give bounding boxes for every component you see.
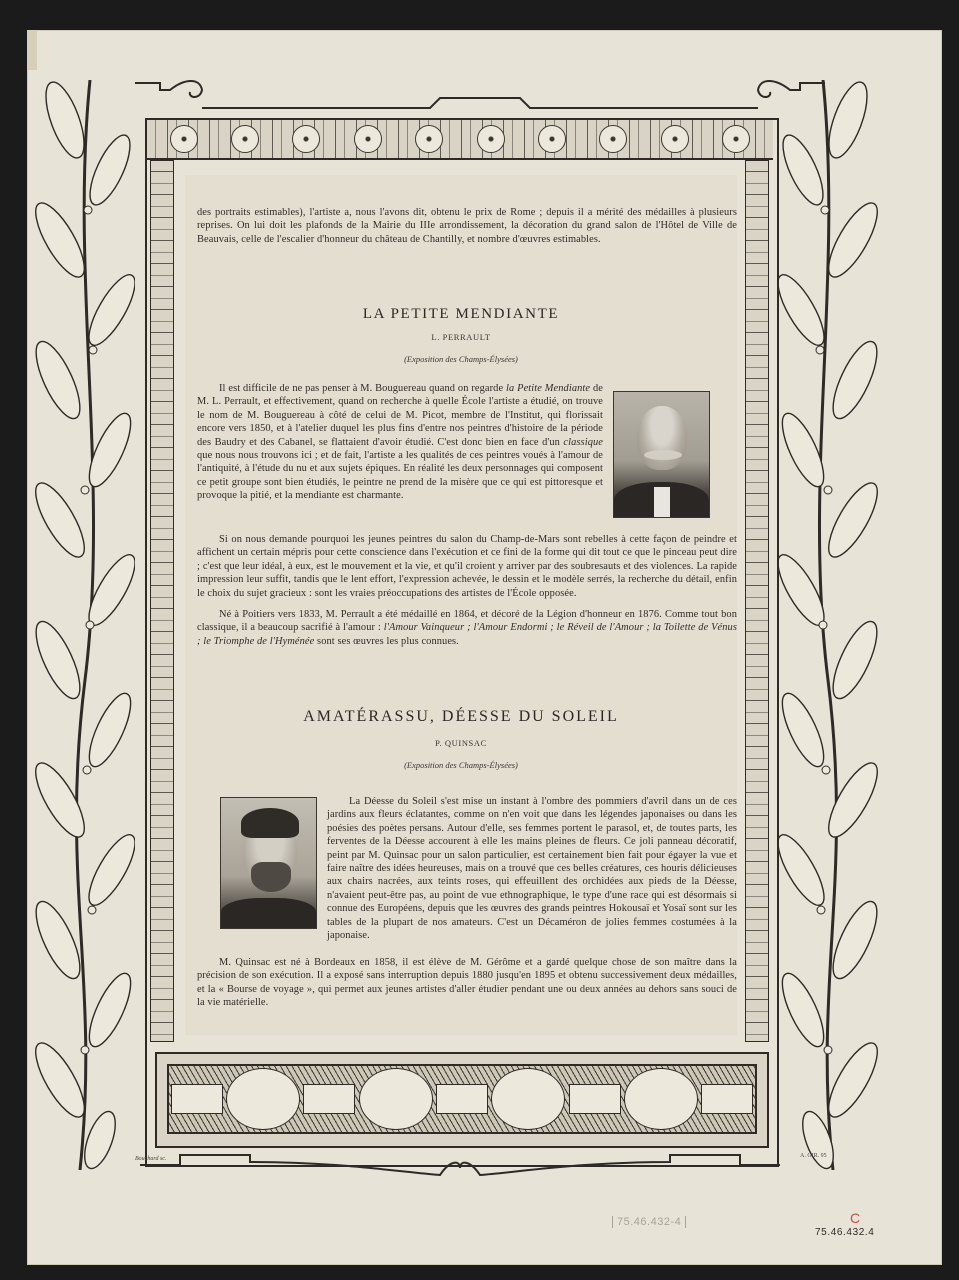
portrait-perrault: [613, 391, 710, 518]
top-scroll-ornament-icon: [130, 78, 830, 118]
portrait-head: [637, 406, 687, 470]
flower-icon: [538, 125, 566, 153]
section-author: P. QUINSAC: [435, 738, 487, 748]
section-1-paragraph-3: [197, 608, 737, 648]
laurel-branch-right-icon: [778, 80, 883, 1170]
plaque-icon: [436, 1084, 488, 1114]
plaque-icon: [701, 1084, 753, 1114]
flower-icon: [354, 125, 382, 153]
palette-icon: [359, 1068, 433, 1130]
paragraph: La Déesse du Soleil s'est mise un instant à l'ombre des pommiers d'avril dans un de ces jardins aux fleurs éclatantes, comme on n'en voit que dans les légendes japonaises ou dans les poésies des poètes persans. Autour d'elle, ses femmes portent le parasol, et, de toutes parts, les ferventes de la Déesse accourent à elle les mains pleines de fleurs. Ce joli panneau décoratif, peint par M. Quinsac pour un salon particulier, est certainement bien fait pour égayer la vue et faire naître des idées heureuses, mais on a trouvé que ces belles créatures, ces houris délicieuses aux chairs nacrées, aux teints roses, qui effeuillent des orchidées aux pieds de la Déesse, n'avaient peut-être pas, au point de vue ethnographique, le type d'une race qui est désormais si connue des Européens, depuis que les œuvres des grands peintres Hokousaï et Yosaï sont sur les tables de la plupart de nos amateurs. C'est un Décaméron de jolies femmes costumées à la japonaise.: [327, 796, 737, 942]
laurel-branch-left-icon: [30, 80, 135, 1170]
accession-number-ink: 75.46.432.4: [815, 1227, 875, 1238]
flower-icon: [415, 125, 443, 153]
text-run: sont ses œuvres les plus connues.: [314, 635, 459, 647]
italic-title: la Petite Mendiante: [506, 383, 591, 394]
intro-paragraph: [197, 206, 737, 246]
accession-text: 75.46.432-4: [612, 1216, 686, 1228]
engraver-signature-left: Bouchard sc.: [135, 1156, 167, 1162]
plaque-icon: [303, 1084, 355, 1114]
text-run: que nous nous trouvons ici ; et de fait, l'artiste a les qualités de ces peintres voués à l'amour de l'antiquité, à l'étude du nu et aux sujets épiques. En réalité les deux personnages qui composent ce petit groupe sont bien étudiés, le peintre ne prend de la misère que ce qui est pittoresque et provoque la pitié, et la mendiante est charmante.: [197, 450, 603, 502]
frame-side-right: [745, 160, 769, 1042]
photo-float-spacer: [197, 795, 327, 937]
text-run: Né à Poitiers vers 1833, M. Perrault a été médaillé en 1864, et décoré de la Légion d'honneur en 1876. Comme tout bon classique, il a beaucoup sacrifié à l'amour :: [197, 609, 737, 634]
palette-icon: [491, 1068, 565, 1130]
paragraph: [197, 608, 737, 648]
section-2-paragraph-1: [197, 795, 737, 942]
paragraph: Si on nous demande pourquoi les jeunes peintres du salon du Champ-de-Mars sont rebelles à cette façon de peindre et affichent un certain mépris pour cette conscience dans l'exécution et ce fini de la forme qui dit tout ce que le pinceau peut dire ; c'est que leur idéal, à eux, est le mouvement et la vie, et qu'il croient y arriver par des soubresauts et des violences. La rapide impression leur suffit, tandis que le lent effort, l'expression achevée, le dessin et le modèle serrés, la recherche du détail, enfin le choix du sujet gracieux : sont les vraies préoccupations des artistes de l'École opposée.: [197, 534, 737, 599]
portrait-moustache: [644, 450, 682, 460]
section-1-paragraph-1: [197, 382, 603, 503]
text-run: de M. L. Perrault, et effectivement, quand on recherche à quelle École l'artiste a étudié, on trouve le nom de M. Bouguereau à côté de celui de M. Picot, membre de l'Institut, qui florissait encore vers 1850, et à l'atelier duquel les plus fins d'entre nos peintres d'histoire de la période des Baudry et des Cabanel, se flattaient d'avoir étudié. C'est donc bien en face d'un: [197, 383, 603, 448]
floral-top-band: [147, 120, 773, 160]
portrait-collar: [654, 487, 670, 517]
flower-icon: [477, 125, 505, 153]
plaque-icon: [171, 1084, 223, 1114]
text-run: Il est difficile de ne pas penser à M. Bouguereau quand on regarde: [219, 383, 507, 394]
intro-text: des portraits estimables), l'artiste a, nous l'avons dit, obtenu le prix de Rome ; depuis il a mérité des médailles à plusieurs reprises. On lui doit les plafonds de la Mairie du IIIe arrondissement, la décoration du grand salon de l'Hôtel de Ville de Beauvais, celle de l'escalier d'honneur du château de Chantilly, et nombre d'œuvres estimables.: [197, 207, 737, 245]
palette-icon: [226, 1068, 300, 1130]
palette-bottom-band: [155, 1052, 769, 1148]
flower-icon: [231, 125, 259, 153]
italic-word: classique: [563, 436, 603, 448]
flower-icon: [722, 125, 750, 153]
paragraph: M. Quinsac est né à Bordeaux en 1858, il est élève de M. Gérôme et a gardé quelque chose de son maître dans la précision de son exécution. Il a exposé sans interruption depuis 1880 jusqu'en 1895 et obtenu successivement deux médailles, et la « Bourse de voyage », qui permet aux jeunes artistes d'aller étudier pendant une ou deux années au dehors sans souci de la vie matérielle.: [197, 957, 737, 1009]
accession-mark-letter: C: [850, 1210, 861, 1226]
plaque-icon: [569, 1084, 621, 1114]
palette-icon: [624, 1068, 698, 1130]
section-1-paragraph-2: [197, 533, 737, 600]
bottom-scroll-ornament-icon: [140, 1150, 780, 1178]
flower-icon: [170, 125, 198, 153]
section-title: AMATÉRASSU, DÉESSE DU SOLEIL: [303, 708, 619, 725]
italic-works-list: l'Amour Vainqueur ; l'Amour Endormi ; le Réveil de l'Amour ; la Toilette de Vénus ; le Triomphe de l'Hyménée: [197, 622, 737, 647]
accession-number-pencil: [612, 1216, 686, 1228]
frame-side-left: [150, 160, 174, 1042]
section-2-paragraph-2: [197, 956, 737, 1010]
engraver-signature-right: A. GIR. 95: [800, 1153, 827, 1159]
section-exhibition: (Exposition des Champs-Élysées): [404, 354, 518, 364]
section-author: L. PERRAULT: [431, 332, 491, 342]
flower-icon: [292, 125, 320, 153]
section-exhibition: (Exposition des Champs-Élysées): [404, 760, 518, 770]
flower-icon: [599, 125, 627, 153]
paragraph: [197, 382, 603, 503]
flower-icon: [661, 125, 689, 153]
section-title: LA PETITE MENDIANTE: [362, 306, 560, 322]
